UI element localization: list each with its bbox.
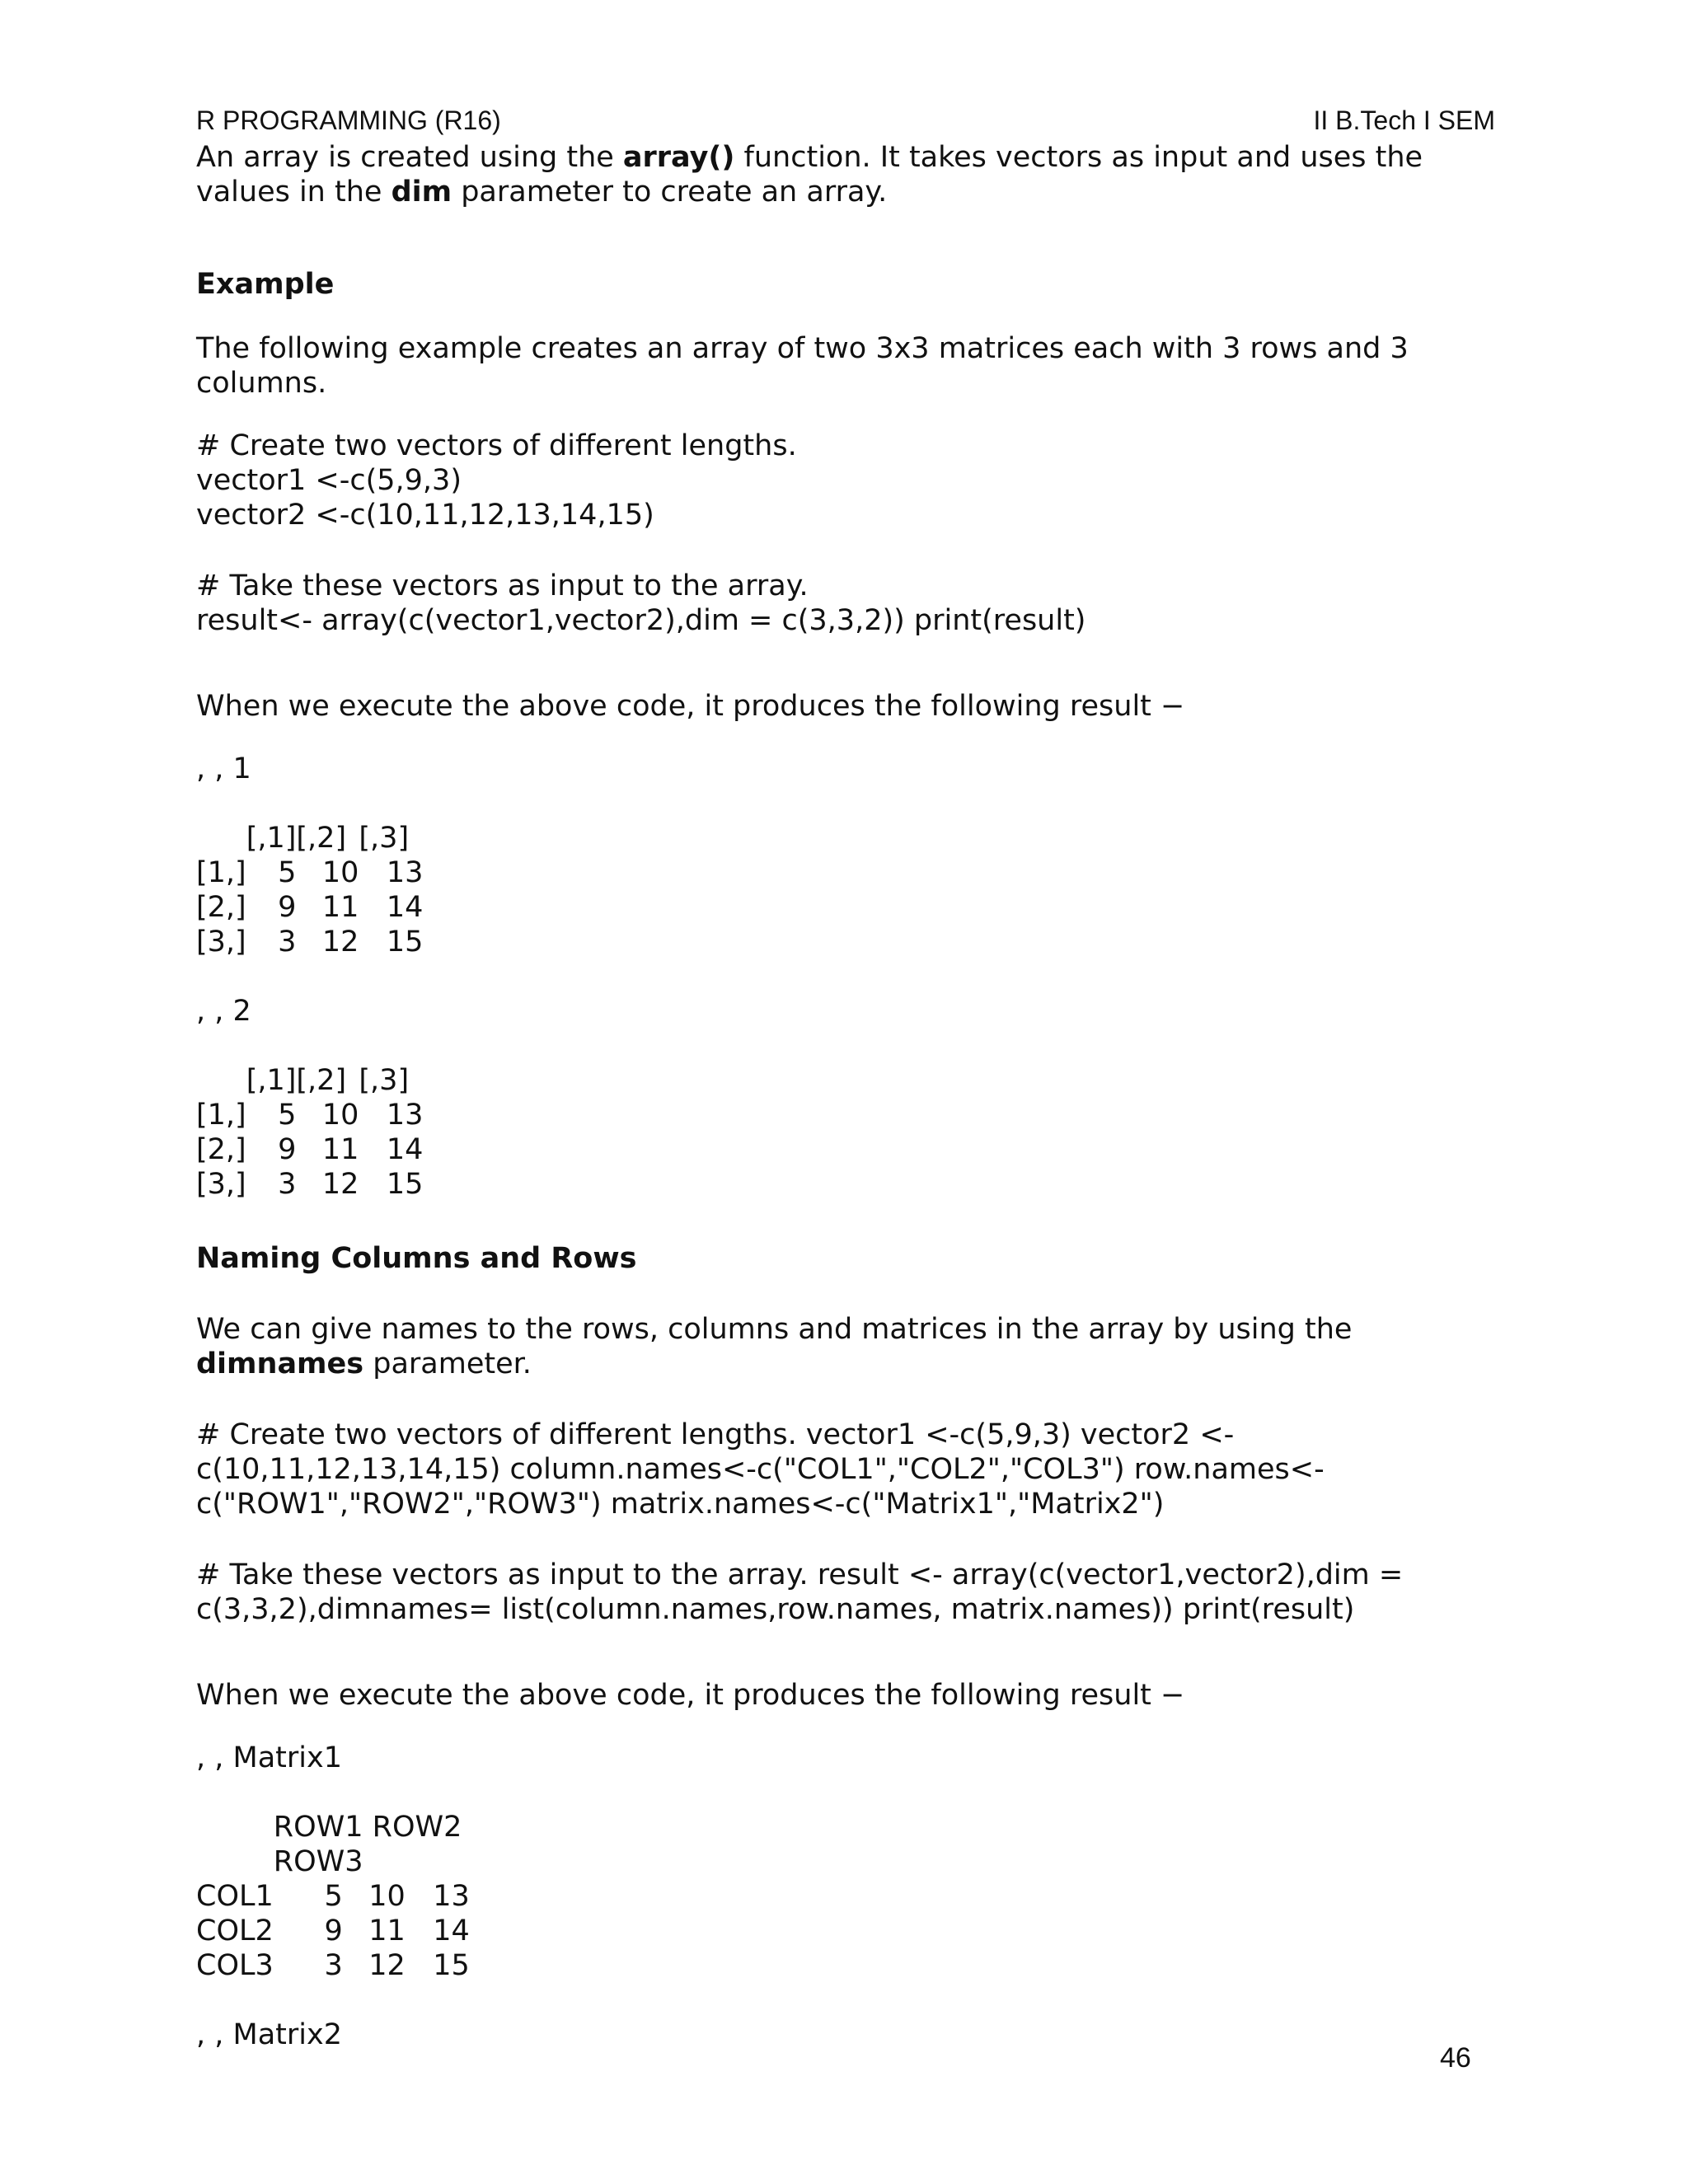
matrix-row [196,890,423,925]
naming-text: parameter. [363,1347,532,1380]
cell: 13 [433,1880,470,1913]
col-headers [274,1810,470,1879]
code-line: vector1 <-c(5,9,3) [196,464,462,497]
result-intro: When we execute the above code, it produces the following result − [196,1679,1185,1712]
cell: 3 [278,1168,297,1201]
example-heading: Example [196,268,335,301]
cell: 15 [386,926,424,958]
col-header: [,1] [246,1064,297,1097]
cell: 5 [278,856,297,889]
matrix-label: , , Matrix2 [196,2018,342,2051]
matrix-row [196,1098,423,1132]
col-header: [,2] [296,1064,347,1097]
example-description: The following example creates an array of two 3x3 matrices each with 3 rows and 3 columns. [196,332,1409,400]
matrix-row [196,925,423,959]
matrix-label: , , Matrix1 [196,1741,342,1774]
cell: 14 [386,1133,424,1166]
cell: 12 [321,926,359,958]
intro-text: parameter to create an array. [452,176,888,209]
matrix-row [196,1914,470,1948]
cell: 10 [321,1099,359,1132]
matrix-row [196,1948,470,1983]
result-intro: When we execute the above code, it produces the following result − [196,690,1185,723]
naming-code-2: # Take these vectors as input to the array. result <- array(c(vector1,vector2),dim = c(3,3,2),dimnames= list(column.names,row.names, matrix.names)) print(result) [196,1558,1404,1626]
cell: 11 [321,1133,359,1166]
cell: 14 [386,891,424,924]
code-line: # Take these vectors as input to the array. [196,569,809,602]
intro-bold-array: array() [622,141,735,174]
row-label: [2,] [196,1133,246,1166]
naming-bold-dimnames: dimnames [196,1347,364,1380]
cell: 9 [278,891,297,924]
naming-paragraph [196,1312,1515,1381]
matrix-label: , , 1 [196,752,251,785]
result-matrix-2 [196,1063,423,1202]
cell: 14 [433,1915,470,1947]
cell: 5 [278,1099,297,1132]
cell: 11 [368,1915,406,1947]
intro-text: An array is created using the [196,141,623,174]
running-header-right: II B.Tech I SEM [1313,105,1495,135]
code-line: vector2 <-c(10,11,12,13,14,15) [196,499,654,532]
intro-bold-dim: dim [391,176,452,209]
result-matrix-1 [196,821,423,959]
code-line: result<- array(c(vector1,vector2),dim = c(3,3,2)) print(result) [196,604,1086,637]
cell: 10 [321,856,359,889]
col-header: [,1] [246,822,297,855]
intro-text: function. It takes vectors as input and uses the values in the [196,141,1423,209]
named-result-matrix-1 [196,1810,470,1983]
cell: 13 [386,856,424,889]
cell: 12 [321,1168,359,1201]
intro-paragraph [196,140,1515,209]
col-header: ROW3 [273,1845,363,1878]
example-code-1 [196,429,1515,532]
col-header: ROW2 [372,1811,462,1844]
naming-heading: Naming Columns and Rows [196,1242,637,1275]
cell: 15 [386,1168,424,1201]
col-header: ROW1 [273,1811,363,1844]
col-header: [,2] [296,822,347,855]
row-label: COL1 [196,1880,274,1913]
matrix-row [196,1132,423,1167]
code-line: # Create two vectors of different lengths. [196,429,797,462]
row-label: COL2 [196,1915,274,1947]
col-header: [,3] [359,1064,410,1097]
row-label: COL3 [196,1949,274,1982]
running-header-left: R PROGRAMMING (R16) [196,105,501,135]
matrix-row [196,855,423,890]
cell: 9 [324,1915,343,1947]
row-label: [2,] [196,891,246,924]
cell: 12 [368,1949,406,1982]
row-label: [1,] [196,856,246,889]
row-label: [1,] [196,1099,246,1132]
page-number: 46 [1440,2042,1471,2074]
naming-text: We can give names to the rows, columns and matrices in the array by using the [196,1313,1353,1346]
matrix-label: , , 2 [196,995,251,1028]
cell: 3 [324,1949,343,1982]
example-code-2 [196,569,1515,638]
page-content [196,140,1515,2052]
row-label: [3,] [196,926,246,958]
cell: 9 [278,1133,297,1166]
col-header: [,3] [359,822,410,855]
cell: 11 [321,891,359,924]
cell: 5 [324,1880,343,1913]
cell: 15 [433,1949,470,1982]
row-label: [3,] [196,1168,246,1201]
cell: 3 [278,926,297,958]
naming-code-1: # Create two vectors of different lengths. vector1 <-c(5,9,3) vector2 <-c(10,11,12,13,14,15) column.names<-c("COL1","COL2","COL3") row.names<-c("ROW1","ROW2","ROW3") matrix.names<-c("Matrix1","Matrix2") [196,1418,1325,1521]
matrix-row [196,1879,470,1914]
cell: 10 [368,1880,406,1913]
matrix-row [196,1167,423,1202]
cell: 13 [386,1099,424,1132]
